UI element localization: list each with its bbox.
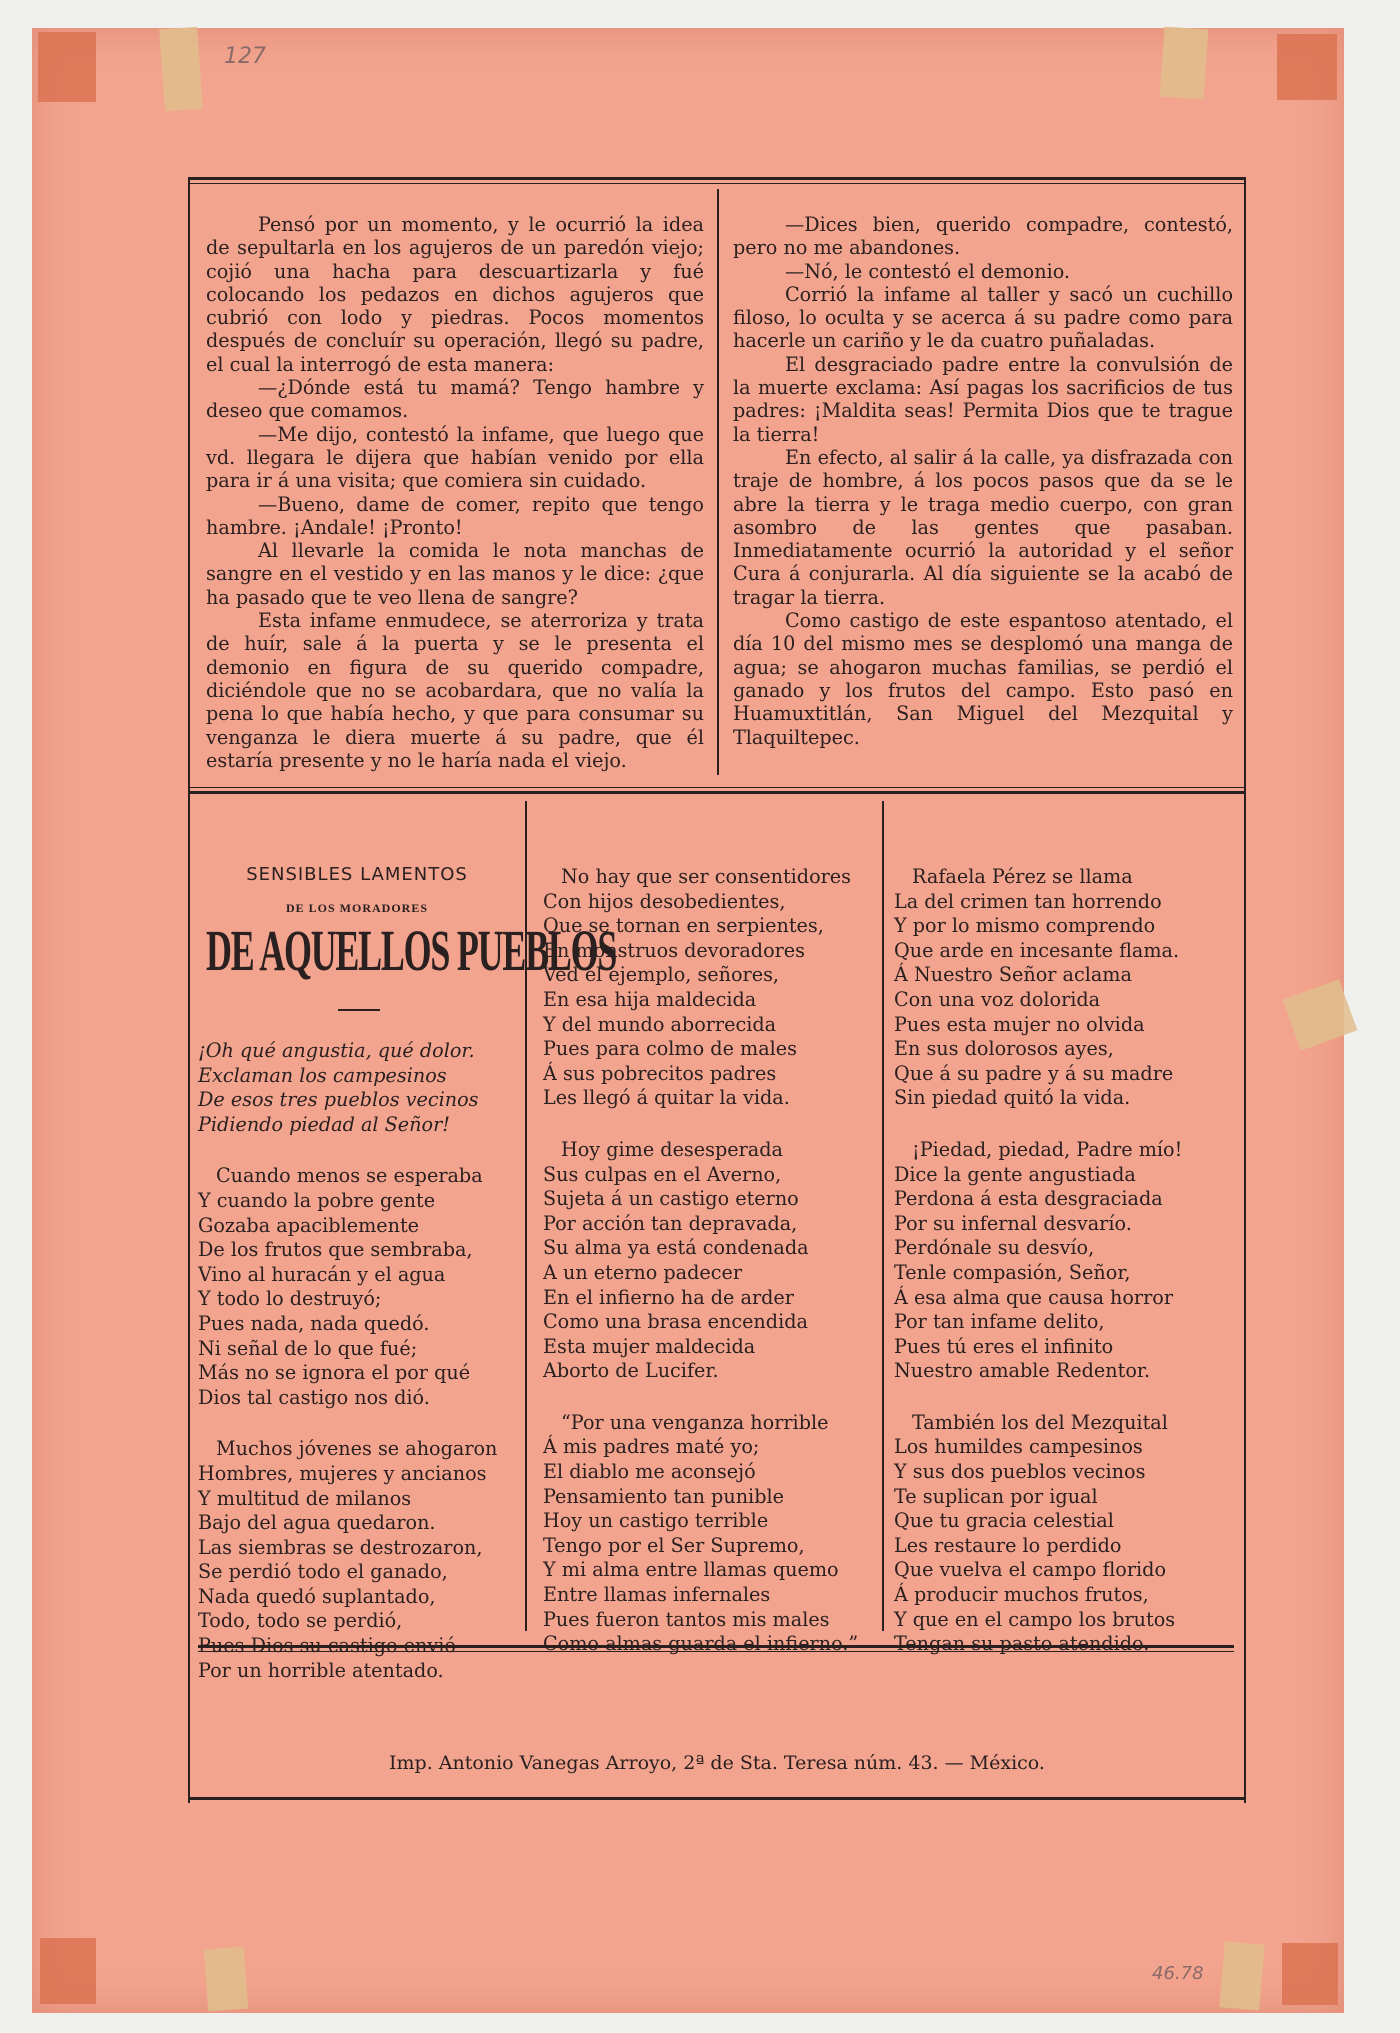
verse-line: A un eterno padecer bbox=[543, 1260, 743, 1284]
verse-line: Perdónale su desvío, bbox=[894, 1236, 1095, 1260]
story-paragraph: Esta infame enmudece, se aterroriza y trata de huír, sale á la puerta y se le presenta el demonio en figura de su querido compadre, diciéndole que no se acobardara, que no valía la pena lo que había hecho, y que para consumar su venganza le diera muerte á su padre, que él estaría presente y no le haría nada el viejo. bbox=[206, 609, 704, 772]
poem-title-line1: SENSIBLES LAMENTOS bbox=[246, 864, 468, 885]
poem-column-2 bbox=[543, 865, 878, 1684]
verse-line: Por su infernal desvarío. bbox=[894, 1211, 1132, 1235]
verse-line: Tengo por el Ser Supremo, bbox=[543, 1533, 805, 1557]
verse-line: Vino al huracán y el agua bbox=[198, 1262, 446, 1286]
verse-line: Nuestro amable Redentor. bbox=[894, 1359, 1151, 1383]
verse-line: Y sus dos pueblos vecinos bbox=[894, 1460, 1146, 1484]
verse-line: Pues esta mujer no olvida bbox=[894, 1012, 1145, 1036]
verse-line: Nada quedó suplantado, bbox=[198, 1584, 436, 1608]
verse-line: Pues fueron tantos mis males bbox=[543, 1607, 830, 1631]
verse-line: Rafaela Pérez se llama bbox=[912, 865, 1133, 888]
verse-line: Les llegó á quitar la vida. bbox=[543, 1086, 790, 1110]
story-paragraph: En efecto, al salir á la calle, ya disfrazada con traje de hombre, á los pocos pasos que da se le abre la tierra y le traga medio cuerpo, con gran asombro de las gentes que pasaban. Inmediatamente ocurrió la autoridad y el señor Cura á conjurarla. Al día siguiente se la acabó de tragar la tierra. bbox=[733, 445, 1233, 609]
verse-line: En monstruos devoradores bbox=[543, 938, 806, 962]
verse-line: En el infierno ha de arder bbox=[543, 1285, 794, 1309]
poem-title-line2: DE LOS MORADORES bbox=[285, 901, 429, 915]
verse-line: Y del mundo aborrecida bbox=[543, 1012, 777, 1036]
verse-line: Pues para colmo de males bbox=[543, 1037, 797, 1061]
verse-line: Que vuelva el campo florido bbox=[894, 1558, 1167, 1582]
poem-stanza bbox=[894, 865, 1239, 1111]
poem-title-line3: DE AQUELLOS PUEBLOS bbox=[206, 918, 617, 983]
poem-column-1 bbox=[198, 1039, 523, 1710]
verse-line: Se perdió todo el ganado, bbox=[198, 1560, 448, 1584]
frame-left bbox=[188, 177, 190, 1803]
verse-line: Á producir muchos frutos, bbox=[894, 1583, 1149, 1607]
corner-stain bbox=[1277, 34, 1337, 100]
verse-line: Más no se ignora el por qué bbox=[198, 1361, 471, 1385]
verse-line: Como almas guarda el infierno.” bbox=[543, 1632, 859, 1656]
story-paragraph: Al llevarle la comida le nota manchas de sangre en el vestido y en las manos y le dice: ¿que ha pasado que te veo llena de sangre? bbox=[206, 539, 704, 609]
poem-stanza bbox=[543, 1411, 878, 1657]
verse-line: Exclaman los campesinos bbox=[198, 1063, 447, 1087]
tape-strip bbox=[159, 27, 203, 111]
verse-line: Con una voz dolorida bbox=[894, 987, 1101, 1011]
story-paragraph: —Bueno, dame de comer, repito que tengo hambre. ¡Andale! ¡Pronto! bbox=[206, 492, 704, 539]
corner-stain bbox=[1282, 1943, 1338, 2005]
verse-line: Que arde en incesante flama. bbox=[894, 938, 1180, 962]
story-paragraph: Pensó por un momento, y le ocurrió la idea de sepultarla en los agujeros de un paredón viejo; cojió una hacha para descuartizarla y fué colocando los pedazos en dichos agujeros que cubrió con lodo y piedras. Pocos momentos después de concluír su operación, llegó su padre, el cual la interrogó de esta manera: bbox=[206, 213, 704, 376]
story-paragraph: Corrió la infame al taller y sacó un cuchillo filoso, lo oculta y se acerca á su padre como para hacerle un cariño y le da cuatro puñaladas. bbox=[733, 282, 1233, 353]
middle-rule bbox=[188, 791, 1246, 794]
verse-line: Pidiendo piedad al Señor! bbox=[198, 1112, 450, 1136]
verse-line: El diablo me aconsejó bbox=[543, 1460, 756, 1484]
verse-line: Las siembras se destrozaron, bbox=[198, 1535, 483, 1559]
story-left-column bbox=[206, 213, 704, 772]
verse-line: Que se tornan en serpientes, bbox=[543, 914, 824, 938]
print-frame bbox=[188, 177, 1246, 1803]
story-paragraph: Como castigo de este espantoso atentado, el día 10 del mismo mes se desplomó una manga de agua; se ahogaron muchas familias, se perdió el ganado y los frutos del campo. Esto pasó en Huamuxtitlán, San Miguel del Mezquital y Tlaquiltepec. bbox=[733, 609, 1233, 749]
verse-line: Por tan infame delito, bbox=[894, 1310, 1105, 1334]
verse-line: Tengan su pasto atendido. bbox=[894, 1632, 1150, 1656]
poem-divider-2 bbox=[882, 801, 884, 1631]
story-paragraph: —Nó, le contestó el demonio. bbox=[785, 259, 1071, 283]
verse-line: Y por lo mismo comprendo bbox=[894, 914, 1156, 938]
story-right-column bbox=[733, 213, 1233, 749]
poem-stanza bbox=[543, 1138, 878, 1384]
verse-line: “Por una venganza horrible bbox=[561, 1410, 829, 1434]
verse-line: Les restaure lo perdido bbox=[894, 1533, 1122, 1557]
verse-line: Sin piedad quitó la vida. bbox=[894, 1086, 1131, 1110]
tape-strip bbox=[1219, 1941, 1265, 2010]
story-paragraph: —Dices bien, querido compadre, contestó, pero no me abandones. bbox=[733, 213, 1233, 260]
verse-line: Todo, todo se perdió, bbox=[198, 1609, 403, 1633]
verse-line: Pues nada, nada quedó. bbox=[198, 1311, 430, 1335]
title-dash bbox=[338, 1009, 380, 1011]
verse-line: Á Nuestro Señor aclama bbox=[894, 963, 1132, 987]
poem-stanza bbox=[894, 1138, 1239, 1384]
verse-line: Hoy gime desesperada bbox=[561, 1137, 783, 1161]
verse-line: Tenle compasión, Señor, bbox=[894, 1260, 1131, 1284]
corner-stain bbox=[40, 1938, 96, 2004]
verse-line: Perdona á esta desgraciada bbox=[894, 1187, 1163, 1211]
tape-strip bbox=[204, 1947, 248, 2012]
verse-line: Y multitud de milanos bbox=[198, 1486, 412, 1510]
poem-stanza bbox=[198, 1039, 523, 1137]
verse-line: Por acción tan depravada, bbox=[543, 1211, 798, 1235]
verse-line: Y que en el campo los brutos bbox=[894, 1607, 1176, 1631]
verse-line: ¡Oh qué angustia, qué dolor. bbox=[198, 1039, 475, 1062]
verse-line: De los frutos que sembraba, bbox=[198, 1238, 473, 1262]
verse-line: Y todo lo destruyó; bbox=[198, 1287, 382, 1311]
poem-stanza bbox=[894, 1411, 1239, 1657]
verse-line: Con hijos desobedientes, bbox=[543, 889, 786, 913]
verse-line: Y mi alma entre llamas quemo bbox=[543, 1558, 839, 1582]
poem-stanza bbox=[198, 1437, 523, 1683]
pencil-number-bottom: 46.78 bbox=[1152, 1963, 1204, 1984]
verse-line: Á esa alma que causa horror bbox=[894, 1285, 1174, 1309]
verse-line: Bajo del agua quedaron. bbox=[198, 1511, 436, 1535]
verse-line: Cuando menos se esperaba bbox=[216, 1164, 483, 1188]
verse-line: Pues Dios su castigo envió bbox=[198, 1634, 456, 1658]
verse-line: Como una brasa encendida bbox=[543, 1310, 808, 1334]
poem-stanza bbox=[198, 1164, 523, 1410]
corner-stain bbox=[38, 32, 96, 102]
story-paragraph: —¿Dónde está tu mamá? Tengo hambre y deseo que comamos. bbox=[206, 376, 704, 423]
verse-line: Ni señal de lo que fué; bbox=[198, 1336, 418, 1360]
verse-line: Te suplican por igual bbox=[894, 1484, 1098, 1508]
verse-line: Los humildes campesinos bbox=[894, 1435, 1143, 1459]
verse-line: Dios tal castigo nos dió. bbox=[198, 1385, 430, 1409]
tape-strip bbox=[1283, 979, 1358, 1050]
verse-line: Pensamiento tan punible bbox=[543, 1484, 784, 1508]
verse-line: Muchos jóvenes se ahogaron bbox=[216, 1437, 498, 1461]
verse-line: Dice la gente angustiada bbox=[894, 1162, 1136, 1186]
verse-line: En sus dolorosos ayes, bbox=[894, 1037, 1114, 1061]
pencil-number-top: 127 bbox=[224, 44, 266, 69]
story-divider bbox=[717, 189, 719, 775]
verse-line: Hombres, mujeres y ancianos bbox=[198, 1461, 487, 1485]
middle-rule-thin bbox=[188, 787, 1246, 788]
story-paragraph: El desgraciado padre entre la convulsión de la muerte exclama: Así pagas los sacrificios de tus padres: ¡Maldita seas! Permita Dios que te trague la tierra! bbox=[733, 352, 1233, 446]
footer-rule bbox=[188, 1797, 1246, 1800]
verse-line: Hoy un castigo terrible bbox=[543, 1509, 769, 1533]
verse-line: Á mis padres maté yo; bbox=[543, 1435, 760, 1459]
verse-line: Que á su padre y á su madre bbox=[894, 1061, 1174, 1085]
verse-line: Sus culpas en el Averno, bbox=[543, 1162, 782, 1186]
verse-line: Por un horrible atentado. bbox=[198, 1658, 444, 1682]
verse-line: Aborto de Lucifer. bbox=[543, 1359, 719, 1383]
top-rule-thin bbox=[188, 183, 1246, 184]
verse-line: Entre llamas infernales bbox=[543, 1583, 771, 1607]
verse-line: Su alma ya está condenada bbox=[543, 1236, 809, 1260]
verse-line: Pues tú eres el infinito bbox=[894, 1334, 1114, 1358]
verse-line: Esta mujer maldecida bbox=[543, 1334, 756, 1358]
verse-line: De esos tres pueblos vecinos bbox=[198, 1088, 479, 1112]
verse-line: ¡Piedad, piedad, Padre mío! bbox=[912, 1137, 1183, 1161]
verse-line: Gozaba apaciblemente bbox=[198, 1213, 420, 1237]
poem-stanza bbox=[543, 865, 878, 1111]
tape-strip bbox=[1160, 27, 1209, 100]
verse-line: Y cuando la pobre gente bbox=[198, 1188, 436, 1212]
verse-line: En esa hija maldecida bbox=[543, 987, 757, 1011]
top-rule bbox=[188, 177, 1246, 180]
verse-line: Que tu gracia celestial bbox=[894, 1509, 1114, 1533]
printer-imprint: Imp. Antonio Vanegas Arroyo, 2ª de Sta. Teresa núm. 43. — México. bbox=[389, 1752, 1045, 1774]
story-paragraph: —Me dijo, contestó la infame, que luego que vd. llegara le dijera que habían venido por ella para ir á una visita; que comiera sin cuidado. bbox=[206, 422, 704, 493]
verse-line: No hay que ser consentidores bbox=[561, 865, 852, 888]
verse-line: También los del Mezquital bbox=[912, 1410, 1168, 1434]
verse-line: La del crimen tan horrendo bbox=[894, 889, 1162, 913]
poem-column-3 bbox=[894, 865, 1239, 1684]
verse-line: Ved el ejemplo, señores, bbox=[543, 963, 780, 987]
frame-right bbox=[1244, 177, 1246, 1803]
verse-line: Á sus pobrecitos padres bbox=[543, 1061, 777, 1085]
verse-line: Sujeta á un castigo eterno bbox=[543, 1187, 799, 1211]
